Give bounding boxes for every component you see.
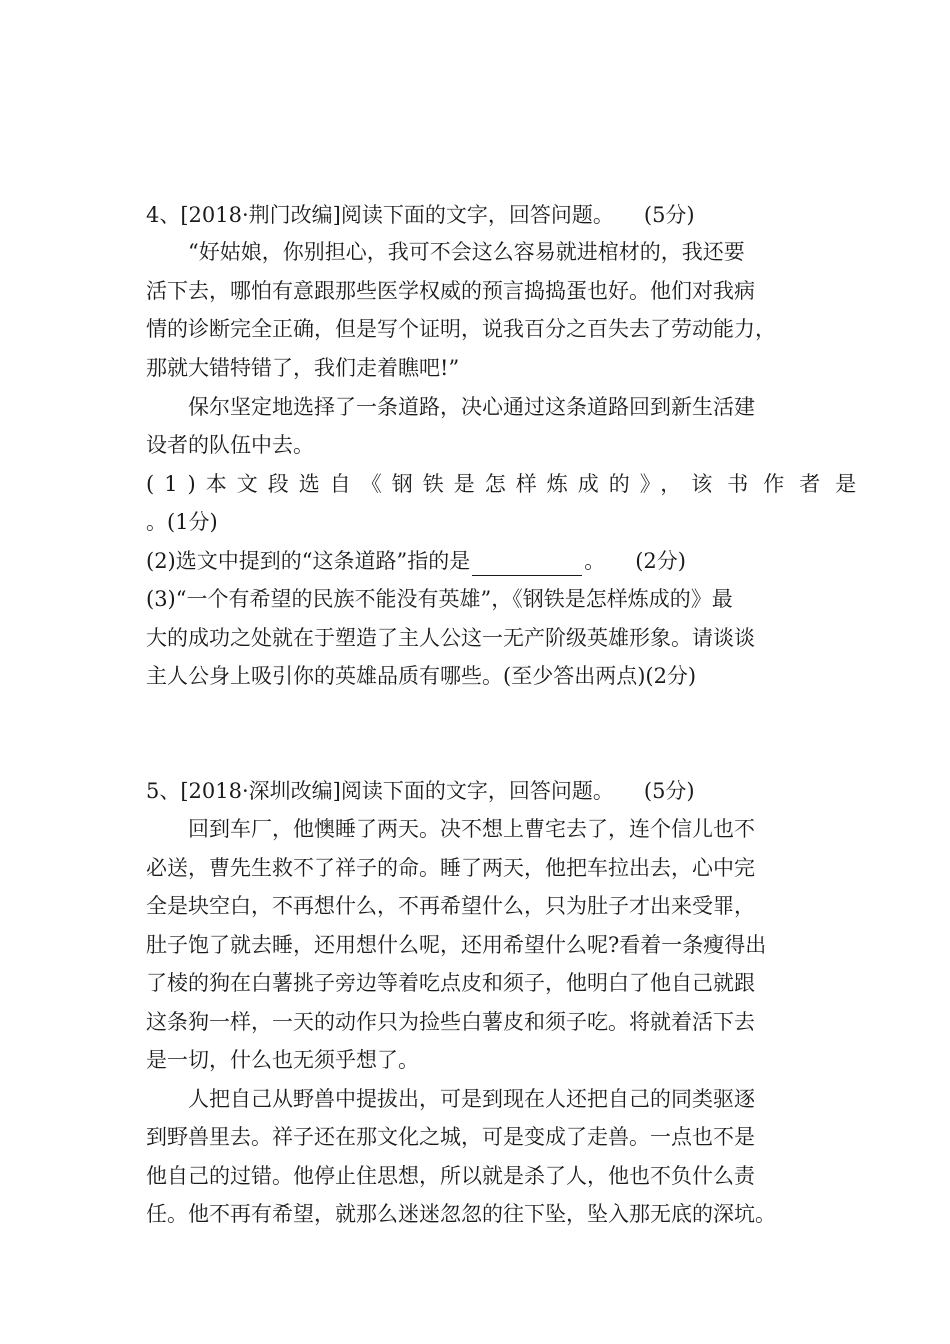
q5-para1-line: 了棱的狗在白薯挑子旁边等着吃点皮和须子，他明白了他自己就跟 bbox=[146, 971, 755, 995]
q5-score: (5分) bbox=[643, 779, 695, 803]
q4-sub2-score: (2分) bbox=[635, 549, 686, 573]
q5-para1-line: 肚子饱了就去睡，还用想什么呢，还用希望什么呢?看着一条瘦得出 bbox=[146, 933, 767, 957]
q4-sub1-answer-line: 。(1分) bbox=[146, 510, 218, 534]
q5-title: 5、[2018·深圳改编]阅读下面的文字，回答问题。 bbox=[146, 779, 614, 803]
q4-score: (5分) bbox=[643, 203, 695, 227]
q4-para1-line: 那就大错特错了，我们走着瞧吧!” bbox=[146, 356, 460, 380]
q5-para2-line: 人把自己从野兽中提拔出，可是到现在人还把自己的同类驱逐 bbox=[188, 1087, 755, 1111]
q4-sub1 bbox=[146, 469, 872, 499]
q5-header bbox=[146, 776, 826, 806]
q5-para1-line: 这条狗一样，一天的动作只为捡些白薯皮和须子吃。将就着活下去 bbox=[146, 1010, 755, 1034]
q5-para1-line: 是一切，什么也无须乎想了。 bbox=[146, 1048, 419, 1072]
q5-para1-line: 回到车厂，他懊睡了两天。决不想上曹宅去了，连个信儿也不 bbox=[188, 817, 755, 841]
q4-sub1-suffix: 该书作者是 bbox=[691, 472, 872, 496]
q4-sub2-suffix: 。 bbox=[584, 549, 606, 573]
q4-sub3-line: 大的成功之处就在于塑造了主人公这一无产阶级英雄形象。请谈谈 bbox=[146, 626, 755, 650]
q4-sub3-line: 主人公身上吸引你的英雄品质有哪些。(至少答出两点)(2分) bbox=[146, 664, 697, 688]
q4-para1-line: 情的诊断完全正确，但是写个证明，说我百分之百失去了劳动能力， bbox=[146, 317, 776, 341]
q4-para1-line: 活下去，哪怕有意跟那些医学权威的预言捣捣蛋也好。他们对我病 bbox=[146, 279, 755, 303]
q5-para2-line: 他自己的过错。他停止住思想，所以就是杀了人，他也不负什么责 bbox=[146, 1164, 755, 1188]
q4-sub3-line: (3)“一个有希望的民族不能没有英雄”，《钢铁是怎样炼成的》最 bbox=[146, 587, 733, 611]
q4-header bbox=[146, 200, 826, 230]
q4-para2-line: 保尔坚定地选择了一条道路，决心通过这条道路回到新生活建 bbox=[188, 395, 755, 419]
q4-sub2-answer-blank[interactable] bbox=[472, 553, 582, 576]
q4-para1-line: “好姑娘，你别担心，我可不会这么容易就进棺材的，我还要 bbox=[188, 240, 745, 264]
q4-sub1-prefix: (1)本文段选自《钢铁是怎样炼成的》， bbox=[146, 472, 692, 496]
q4-para2-line: 设者的队伍中去。 bbox=[146, 433, 314, 457]
q5-para2-line: 到野兽里去。祥子还在那文化之城，可是变成了走兽。一点也不是 bbox=[146, 1125, 755, 1149]
q5-para1-line: 必送，曹先生救不了祥子的命。睡了两天，他把车拉出去，心中完 bbox=[146, 856, 755, 880]
q5-para2-line: 任。他不再有希望，就那么迷迷忽忽的往下坠，坠入那无底的深坑。 bbox=[146, 1202, 776, 1226]
q4-sub2 bbox=[146, 546, 826, 576]
q4-title: 4、[2018·荆门改编]阅读下面的文字，回答问题。 bbox=[146, 203, 614, 227]
q4-sub2-prefix: (2)选文中提到的“这条道路”指的是 bbox=[146, 549, 471, 573]
q5-para1-line: 全是块空白，不再想什么，不再希望什么，只为肚子才出来受罪， bbox=[146, 894, 755, 918]
